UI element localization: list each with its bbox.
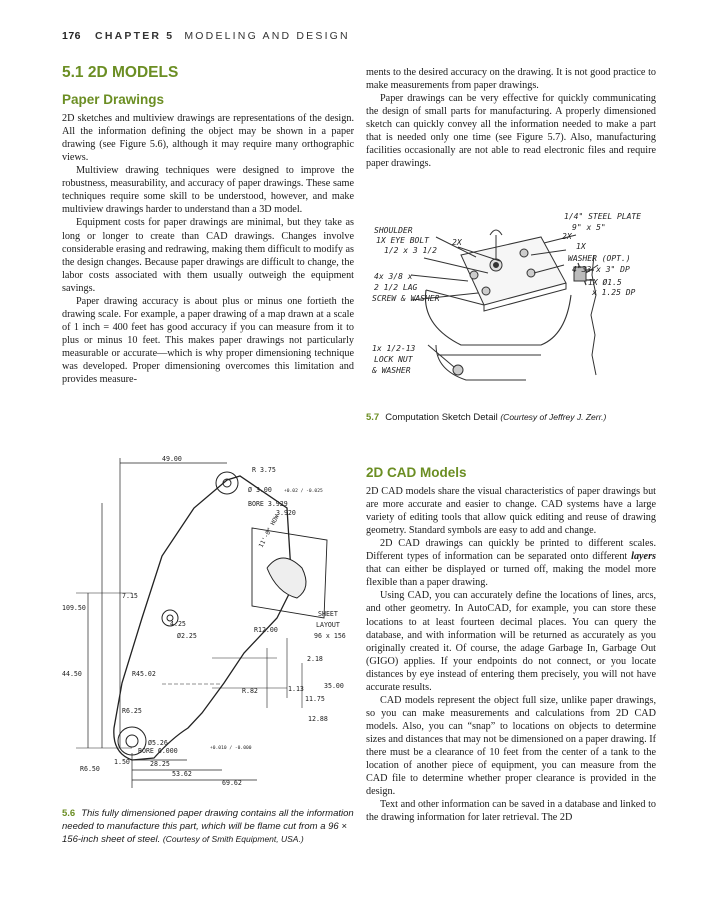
note-lag-2: 2 1/2 LAG (374, 283, 418, 292)
term-layers: layers (631, 551, 657, 563)
dim-dia-3-00: Ø 3.00 (248, 486, 272, 494)
sheet-label: SHEET (318, 610, 338, 618)
note-lag-3: SCREW & WASHER (372, 294, 440, 303)
note-plate: 1/4" STEEL PLATE (564, 212, 642, 221)
right-column-bottom (366, 466, 656, 824)
paragraph: 2D CAD models share the visual characteristics of paper drawings but are more accurate and easier to change. CAD systems have a large variety of editing tools that allow quick editing and reuse of drawing geometry. Standard symbols are easy to add and change. (366, 486, 656, 537)
figure-5-6-caption (62, 807, 354, 846)
note-two-x: 2X (452, 238, 462, 247)
dim-r45-02: R45.02 (132, 670, 156, 678)
dim-bore-6: BORE 6.000 (138, 747, 178, 755)
note-nut-2: LOCK NUT (374, 355, 413, 364)
dim-11-75: 11.75 (305, 695, 325, 703)
dim-44-50: 44.50 (62, 670, 82, 678)
dim-69-62: 69.62 (222, 779, 242, 787)
dim-11-0: 11'-0" HOW (257, 513, 281, 549)
note-thread: 4"33 x 3" DP (572, 265, 630, 274)
note-lag-1: 4x 3/8 x (374, 272, 413, 281)
dim-1-13: 1.13 (288, 685, 304, 693)
dim-r-82: R.82 (242, 687, 258, 695)
paragraph: Equipment costs for paper drawings are minimal, but they take as long or longer to create than CAD drawings. Changes involve considerable erasing and redrawing, making them difficult to modify as the design changes. Because paper drawings are difficult to change, the labor costs associated with them usually outweigh the equipment savings. (62, 217, 354, 294)
note-plate-size: 9" x 5" (572, 223, 606, 232)
dim-4-25: 4.25 (170, 620, 186, 628)
paragraph: Multiview drawing techniques were designed to improve the robustness, measurability, and accuracy of paper drawings. These same techniques require some skill to be understood, however, and make multiview drawings harder to understand than a 3D model. (62, 165, 354, 216)
dim-tol-6: +0.010 / -0.000 (210, 746, 252, 751)
paragraph (366, 537, 656, 589)
dim-28-25: 28.25 (150, 760, 170, 768)
dim-bore-2: 3.920 (276, 509, 296, 517)
dim-bore: BORE 3.929 (248, 500, 288, 508)
cad-models-heading: 2D CAD Models (366, 465, 467, 480)
note-hole: 1X Ø1.5 (588, 278, 622, 287)
chapter-label: CHAPTER 5 (95, 30, 175, 42)
note-washer: WASHER (OPT.) (568, 254, 631, 263)
text-run: that can either be displayed or turned off, making the model more flexible than a paper drawing. (366, 564, 656, 589)
dim-tol-3-00: +0.02 / -0.025 (284, 489, 323, 494)
dim-12-88: 12.88 (308, 715, 328, 723)
dim-r6-50: R6.50 (80, 765, 100, 773)
figure-5-6-drawing (62, 448, 358, 798)
dim-7-15: 7.15 (122, 592, 138, 600)
layout-label: LAYOUT (316, 621, 340, 629)
note-nut-1: 1x 1/2-13 (372, 344, 416, 353)
figure-number: 5.6 (62, 808, 76, 819)
dim-r3-75: R 3.75 (252, 466, 276, 474)
chapter-title: MODELING AND DESIGN (184, 30, 350, 42)
left-column (62, 66, 354, 386)
figure-credit: (Courtesy of Smith Equipment, USA.) (162, 834, 304, 844)
note-two-x-b: 2X (562, 232, 572, 241)
dim-dia-5-26: Ø5.26 (148, 739, 168, 747)
paragraph: Paper drawings can be very effective for quickly communicating the design of small parts for manufacturing. A properly dimensioned sketch can quickly convey all the information needed to make a part that is needed only one time (see Figure 5.7). Also, manufacturing facilities occasionally are not able to read electronic files and require paper drawings. (366, 93, 656, 170)
dim-35-00: 35.00 (324, 682, 344, 690)
note-shoulder: SHOULDER (374, 226, 413, 235)
paragraph: ments to the desired accuracy on the drawing. It is not good practice to make measurements from paper drawings. (366, 67, 656, 92)
figure-caption: Computation Sketch Detail (385, 412, 498, 423)
sheet-size: 96 x 156 (314, 632, 346, 640)
dim-1-50: 1.50 (114, 758, 130, 766)
section-heading: 5.1 2D MODELS (62, 64, 179, 81)
figure-number: 5.7 (366, 412, 380, 423)
dim-109-50: 109.50 (62, 604, 86, 612)
text-run: 2D CAD drawings can quickly be printed to different scales. Different types of information can be separated onto different (366, 538, 656, 563)
running-header (62, 30, 350, 42)
note-nut-3: & WASHER (372, 366, 411, 375)
note-eye-bolt: 1X EYE BOLT (376, 236, 429, 245)
paper-drawings-heading: Paper Drawings (62, 92, 165, 108)
note-eye-size: 1/2 x 3 1/2 (384, 246, 437, 255)
paragraph: CAD models represent the object full size, unlike paper drawings, so you can make measurements and calculations from 2D CAD models. Also, you can “snap” to locations on objects to determine sizes and distances that may not be dimensioned on a paper drawing. If there must be a clearance of 10 feet from the center of a tank to the location of another piece of equipment, you can measure from the CAD file to determine whether proper clearance is provided in the design. (366, 694, 656, 798)
dim-49-00: 49.00 (162, 455, 182, 463)
paragraph: Text and other information can be saved in a database and linked to the drawing information for later retrieval. The 2D (366, 799, 656, 824)
figure-credit: (Courtesy of Jeffrey J. Zerr.) (500, 412, 607, 422)
page-number: 176 (62, 30, 82, 42)
dim-dia-2-25: Ø2.25 (177, 632, 197, 640)
paragraph: 2D sketches and multiview drawings are representations of the design. All the information defining the object may be shown in a paper drawing (see Figure 5.6), although it may require many orthographic views. (62, 113, 354, 164)
note-hole-depth: x 1.25 DP (592, 288, 636, 297)
paragraph: Paper drawing accuracy is about plus or minus one fortieth the drawing scale. For example, a paper drawing of a map drawn at a scale of 1 inch = 400 feet has good accuracy if you can measure from it to plus or minus 10 feet. This makes paper drawings not particularly measurable or accurate—which is why proper dimensioning technique was developed. Proper dimensioning overcomes this limitation and provides measure- (62, 295, 354, 386)
paragraph: Using CAD, you can accurately define the locations of lines, arcs, and other geometry. In AutoCAD, for example, you can store these locations to at least fourteen decimal places. You can query the database, and with information will be returned as accurately as you originally created it. Of course, the adage Garbage In, Garbage Out (GIGO) applies. If your endpoints do not connect, or you locate distances by eye instead of entering them precisely, you will not have accurate results. (366, 590, 656, 693)
figure-5-7-sketch (366, 195, 656, 405)
right-column-top (366, 66, 656, 170)
note-one-x: 1X (576, 242, 586, 251)
dim-53-62: 53.62 (172, 770, 192, 778)
figure-5-7-caption (366, 411, 656, 424)
dim-r6-25: R6.25 (122, 707, 142, 715)
figure-caption: This fully dimensioned paper drawing contains all the information needed to manufacture this part, which will be flame cut from a 96 × 156-inch sheet of steel. (62, 808, 354, 845)
dim-r12-00: R12.00 (254, 626, 278, 634)
dim-2-18: 2.18 (307, 655, 323, 663)
